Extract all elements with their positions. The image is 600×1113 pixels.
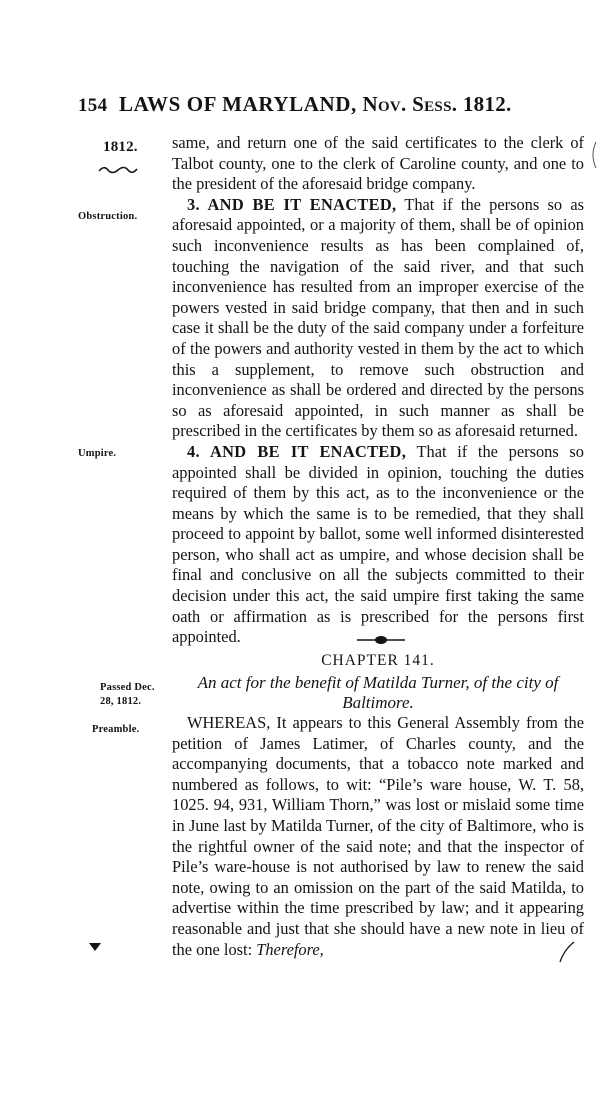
divider-ornament xyxy=(355,634,407,646)
running-header xyxy=(78,92,538,117)
main-text-column xyxy=(172,133,584,648)
header-session: Nov. Sess. 1812. xyxy=(362,92,512,116)
margin-note-preamble: Preamble. xyxy=(92,724,140,735)
section-4-text: That if the persons so appointed shall be divided in opinion, touching the duties required of them by this act, as to the inconvenience or the means by which the same is to be remedied, that they shall proceed to appoint by ballot, some well informed disinterested person, who shall act as umpire, and whose decision shall be final and conclusive on all the subjects committed to their decision under this act, the said umpire first taking the same oath or affirmation as is prescribed for the persons first appointed. xyxy=(172,441,584,647)
section-3-lead: 3. AND BE IT ENACTED, xyxy=(187,194,397,214)
chapter-heading: CHAPTER 141. xyxy=(321,652,435,669)
section-4-lead: 4. AND BE IT ENACTED, xyxy=(187,441,407,461)
passed-line-2: 28, 1812. xyxy=(100,696,142,707)
squiggle-ornament xyxy=(98,165,138,175)
pen-stroke-mark xyxy=(556,940,576,964)
header-title: LAWS OF MARYLAND, xyxy=(118,92,357,116)
edge-bracket-mark xyxy=(588,140,598,170)
ink-blot-mark xyxy=(88,940,102,952)
preamble-text: WHEREAS, It appears to this General Assembly from the petition of James Latimer, of Charles county, and the accompanying documents, that a tobacco note marked and numbered as follows, to wit: “Pile’s ware house, W. T. 58, 1025. 94, 931, William Thorn,” was lost or mislaid some time in June last by Matilda Turner, of the city of Baltimore, who is the rightful owner of the said note; and that the inspector of Pile’s ware-house is not authorised by law to renew the said note, owing to an omission on the part of the said Matilda, to advertise within the time prescribed by law; and it appearing reasonable and just that she should have a new note in lieu of the one lost: xyxy=(172,713,584,959)
preamble-paragraph xyxy=(172,713,584,960)
margin-note-umpire: Umpire. xyxy=(78,448,117,459)
act-title: An act for the benefit of Matilda Turner, of the city of Baltimore. xyxy=(197,673,559,712)
therefore-word: Therefore, xyxy=(256,939,324,959)
section-4 xyxy=(172,442,584,648)
preamble-column xyxy=(172,713,584,960)
margin-year: 1812. xyxy=(103,139,138,155)
paragraph-continuation: same, and return one of the said certificates to the clerk of Talbot county, one to the clerk of Caroline county, and one to the president of the aforesaid bridge company. xyxy=(172,133,584,194)
passed-line-1: Passed Dec. xyxy=(100,682,155,693)
section-3-text: That if the persons so as aforesaid appointed, or a majority of them, shall be of opinion such inconvenience results as has been complained of, touching the navigation of the said river, and that such inconvenience has resulted from an improper exercise of the powers vested in said bridge company, that then and in such case it shall be the duty of the said company under a forfeiture of the powers and authority vested in them by the act to which this a supplement, to remove such obstruction and inconvenience as shall be ordered and directed by the persons so as aforesaid appointed, in such manner as shall be prescribed in the certificates by them so as aforesaid returned. xyxy=(172,194,584,441)
margin-note-obstruction: Obstruction. xyxy=(78,211,138,222)
section-3 xyxy=(172,195,584,442)
page-number: 154 xyxy=(78,95,108,116)
